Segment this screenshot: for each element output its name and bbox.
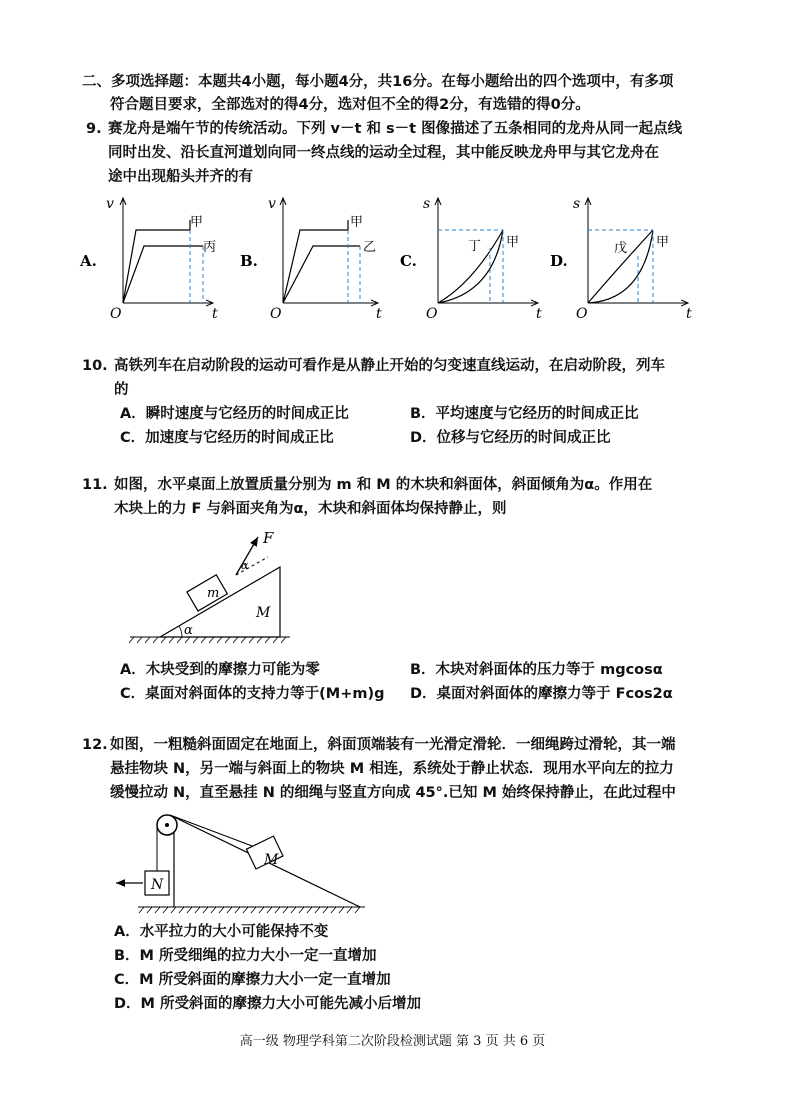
q9-stem-line3: 途中出现船头并齐的有 <box>108 169 253 185</box>
q9-stem-line2: 同时出发、沿长直河道划向同一终点线的运动全过程，其中能反映龙舟甲与其它龙舟在 <box>108 145 659 161</box>
graph-b-xaxis: t <box>376 306 382 322</box>
page-footer: 高一级 物理学科第二次阶段检测试题 第 3 页 共 6 页 <box>239 1034 546 1049</box>
graph-b-label-yi: 乙 <box>363 240 377 255</box>
q10-option-c: C．加速度与它经历的时间成正比 <box>120 430 334 446</box>
graph-d-xaxis: t <box>686 306 692 322</box>
q10-option-b: B．平均速度与它经历的时间成正比 <box>410 406 639 422</box>
graph-d <box>550 196 692 322</box>
graph-d-label-jia: 甲 <box>656 235 670 250</box>
graph-b-letter: B. <box>240 252 258 270</box>
graph-a-origin: O <box>110 306 122 322</box>
graph-a <box>79 196 218 322</box>
q11-block-label: m <box>207 586 220 601</box>
graph-b-origin: O <box>270 306 282 322</box>
q12-stem-line2: 悬挂物块 N，另一端与斜面上的物块 M 相连，系统处于静止状态．现用水平向左的拉力 <box>110 761 674 777</box>
q12-option-b: B．M 所受细绳的拉力大小一定一直增加 <box>114 948 377 964</box>
graph-b <box>240 196 382 322</box>
graph-c-yaxis: s <box>423 196 431 212</box>
q12-figure <box>110 805 370 920</box>
graph-c <box>400 196 542 322</box>
graph-a-yaxis: v <box>106 196 114 212</box>
graph-d-yaxis: s <box>573 196 581 212</box>
graph-a-label-bing: 丙 <box>203 240 217 255</box>
q11-option-c: C．桌面对斜面体的支持力等于(M+m)g <box>120 686 385 702</box>
q11-figure <box>120 525 300 645</box>
q12-option-c: C．M 所受斜面的摩擦力大小一定一直增加 <box>114 972 391 988</box>
q12-block-n-label: N <box>151 877 164 893</box>
graph-a-letter: A. <box>80 252 97 270</box>
q12-stem-line1: 如图，一粗糙斜面固定在地面上，斜面顶端装有一光滑定滑轮．一细绳跨过滑轮，其一端 <box>110 737 676 753</box>
q9-graphs <box>78 188 698 328</box>
q11-option-d: D．桌面对斜面体的摩擦力等于 Fcos2α <box>410 686 673 702</box>
graph-d-letter: D. <box>550 252 568 270</box>
q11-wedge-label: M <box>256 605 271 621</box>
q11-number: 11. <box>82 477 108 493</box>
section-header-line2: 符合题目要求，全部选对的得4分，选对但不全的得2分，有选错的得0分。 <box>110 97 590 113</box>
graph-c-xaxis: t <box>536 306 542 322</box>
q11-option-a: A．木块受到的摩擦力可能为零 <box>120 662 320 678</box>
q10-option-d: D．位移与它经历的时间成正比 <box>410 430 611 446</box>
q11-stem-line2: 木块上的力 F 与斜面夹角为α，木块和斜面体均保持静止，则 <box>114 501 507 517</box>
graph-c-label-jia: 甲 <box>506 235 520 250</box>
q11-option-b: B．木块对斜面体的压力等于 mgcosα <box>410 662 663 678</box>
graph-d-origin: O <box>576 306 588 322</box>
q10-number: 10. <box>82 358 108 374</box>
section-header-line1: 二、多项选择题：本题共4小题，每小题4分，共16分。在每小题给出的四个选项中，有多项 <box>82 74 674 90</box>
q12-option-a: A．水平拉力的大小可能保持不变 <box>114 924 329 940</box>
graph-a-xaxis: t <box>212 306 218 322</box>
q9-stem-line1: 赛龙舟是端午节的传统活动。下列 v－t 和 s－t 图像描述了五条相同的龙舟从同一起点线 <box>108 121 683 137</box>
q12-stem-line3: 缓慢拉动 N，直至悬挂 N 的细绳与竖直方向成 45°.已知 M 始终保持静止，在此过程中 <box>110 785 676 801</box>
q9-number: 9. <box>86 121 102 137</box>
q11-stem-line1: 如图，水平桌面上放置质量分别为 m 和 M 的木块和斜面体，斜面倾角为α。作用在 <box>114 477 653 493</box>
q10-stem-line1: 高铁列车在启动阶段的运动可看作是从静止开始的匀变速直线运动，在启动阶段，列车 <box>114 358 665 374</box>
q11-force-label: F <box>263 529 274 547</box>
graph-c-origin: O <box>426 306 438 322</box>
graph-c-letter: C. <box>400 252 417 270</box>
q11-angle-base: α <box>184 623 193 638</box>
q12-block-m-label: M <box>264 852 279 868</box>
graph-b-yaxis: v <box>268 196 276 212</box>
graph-b-label-jia: 甲 <box>350 215 364 230</box>
q10-stem-line2: 的 <box>114 382 129 398</box>
q10-option-a: A．瞬时速度与它经历的时间成正比 <box>120 406 349 422</box>
q12-number: 12. <box>82 737 108 753</box>
graph-c-label-ding: 丁 <box>468 239 482 254</box>
q11-angle-top: α <box>241 559 249 572</box>
q12-option-d: D．M 所受斜面的摩擦力大小可能先减小后增加 <box>114 996 422 1012</box>
graph-d-label-wu: 戊 <box>614 241 628 256</box>
graph-a-label-jia: 甲 <box>190 215 204 230</box>
